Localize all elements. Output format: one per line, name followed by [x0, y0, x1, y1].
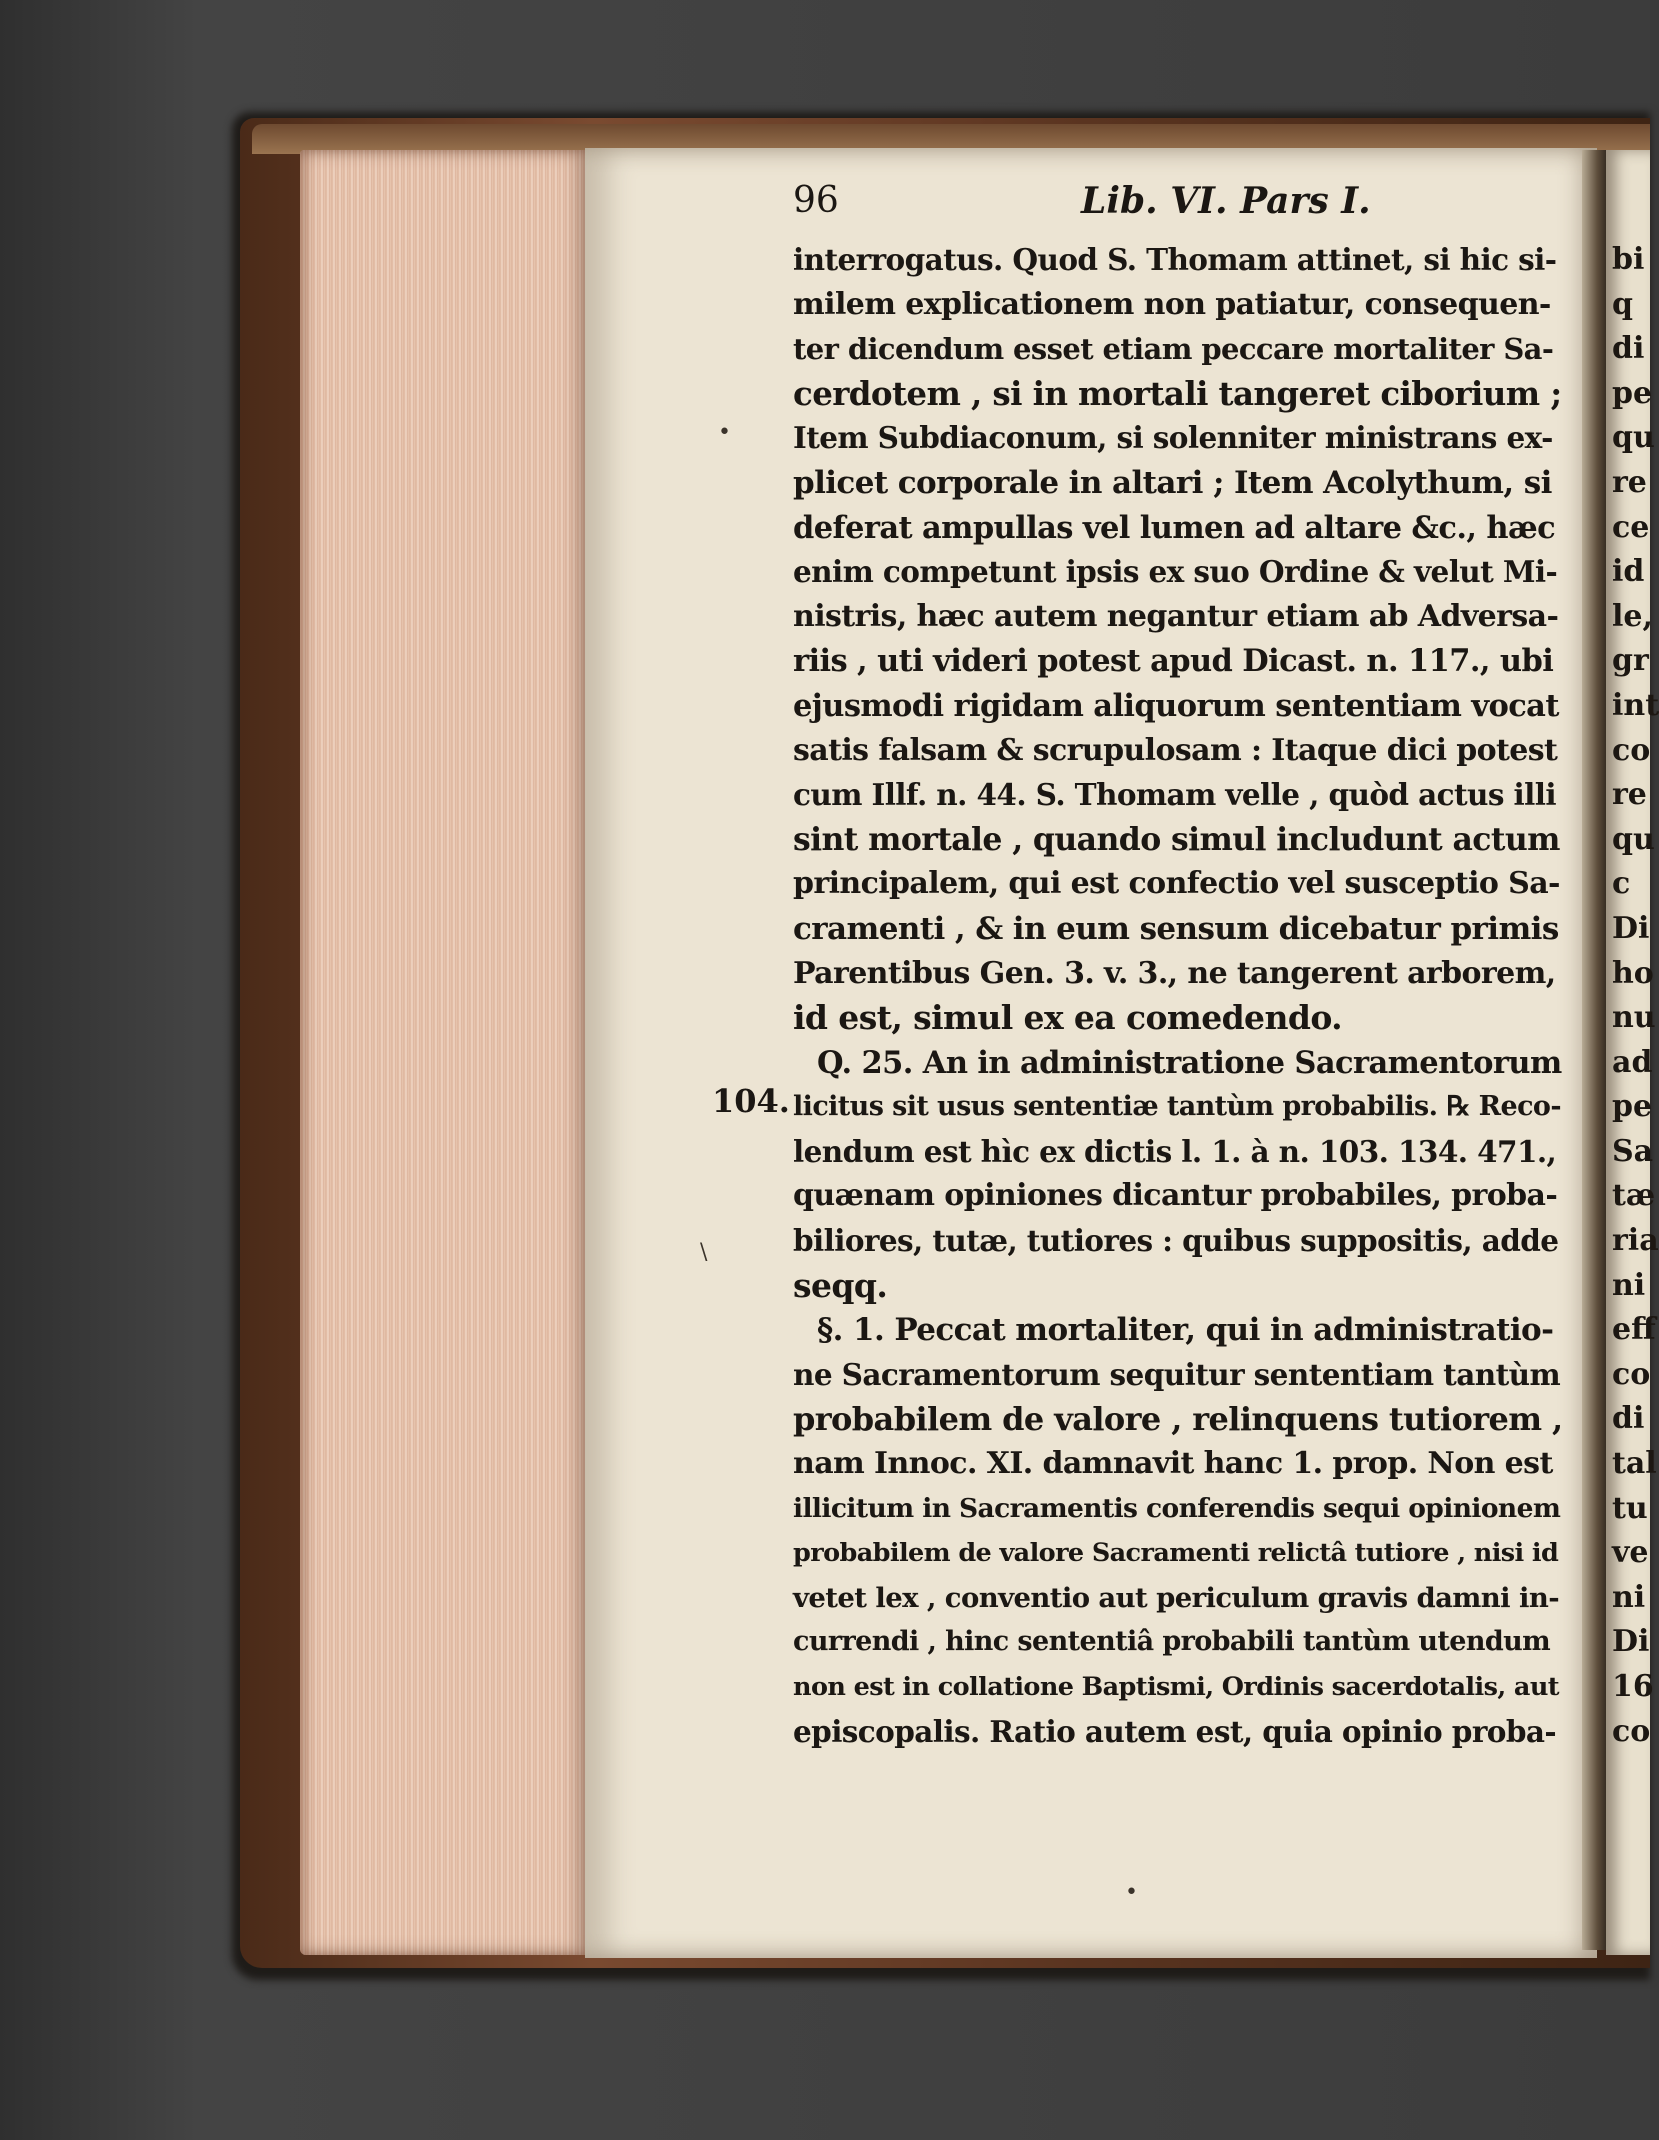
text-line: cramenti , & in eum sensum dicebatur primis: [793, 910, 1559, 947]
text-line: probabilem de valore Sacramenti relictâ tutiore , nisi id: [793, 1538, 1559, 1569]
facing-fragment: Di: [1612, 910, 1650, 946]
facing-fragment: pe: [1612, 375, 1653, 411]
facing-fragment: ni: [1612, 1267, 1646, 1303]
body-text: [793, 238, 1563, 1754]
facing-fragment: eff: [1612, 1312, 1656, 1348]
facing-fragment: ria: [1612, 1223, 1659, 1259]
page-number: 96: [793, 180, 839, 221]
facing-fragment: di: [1612, 331, 1645, 367]
margin-mark: •: [718, 420, 731, 445]
facing-fragment: qu: [1612, 821, 1655, 857]
text-line: Item Subdiaconum, si solenniter ministrans ex-: [793, 420, 1553, 456]
facing-fragment: di: [1612, 1401, 1645, 1437]
facing-fragment: pe: [1612, 1089, 1653, 1125]
facing-fragment: 16: [1612, 1669, 1654, 1704]
facing-fragment: bi: [1612, 242, 1645, 277]
facing-fragment: co: [1612, 1356, 1651, 1392]
page-header: [793, 180, 1563, 238]
text-line: milem explicationem non patiatur, consequen-: [793, 286, 1551, 322]
text-line: cerdotem , si in mortali tangeret ciborium ;: [793, 373, 1562, 413]
text-line: interrogatus. Quod S. Thomam attinet, si hic si-: [793, 242, 1557, 277]
text-line: enim competunt ipsis ex suo Ordine & velut Mi-: [793, 554, 1558, 590]
page-text-block: [793, 180, 1563, 1754]
text-line: id est, simul ex ea comedendo.: [793, 998, 1343, 1038]
text-line: satis falsam & scrupulosam : Itaque dici potest: [793, 732, 1558, 768]
text-line: ne Sacramentorum sequitur sententiam tantùm: [793, 1356, 1561, 1392]
text-line: non est in collatione Baptismi, Ordinis sacerdotalis, aut: [793, 1672, 1559, 1702]
facing-fragment: re: [1612, 777, 1647, 813]
text-line: currendi , hinc sententiâ probabili tantùm utendum: [793, 1626, 1551, 1658]
text-line: cum Illf. n. 44. S. Thomam velle , quòd actus illi: [793, 777, 1556, 813]
margin-mark: •: [1125, 1880, 1138, 1905]
facing-fragment: tal: [1612, 1446, 1657, 1482]
facing-fragment: Di: [1612, 1624, 1650, 1660]
text-line: Q. 25. An in administratione Sacramentorum: [817, 1044, 1562, 1081]
page-gutter: [1582, 150, 1608, 1950]
facing-fragment: co: [1612, 732, 1651, 768]
facing-fragment: int: [1612, 687, 1659, 723]
running-head: Lib. VI. Pars I.: [1081, 180, 1371, 222]
facing-fragment: re: [1612, 464, 1647, 500]
text-line: sint mortale , quando simul includunt actum: [793, 820, 1560, 858]
facing-fragment: ve: [1612, 1535, 1649, 1571]
text-line: nam Innoc. XI. damnavit hanc 1. prop. Non est: [793, 1446, 1553, 1482]
text-line: nistris, hæc autem negantur etiam ab Adversa-: [793, 598, 1559, 634]
facing-fragment: q: [1612, 286, 1633, 322]
facing-fragment: ni: [1612, 1579, 1646, 1615]
text-line: lendum est hìc ex dictis l. 1. à n. 103. 134. 471.,: [793, 1133, 1557, 1169]
text-line: ejusmodi rigidam aliquorum sententiam vocat: [793, 687, 1559, 724]
facing-fragment: le,: [1612, 598, 1653, 634]
text-line: deferat ampullas vel lumen ad altare &c., hæc: [793, 509, 1556, 546]
facing-fragment: gr: [1612, 643, 1649, 679]
text-line: biliores, tutæ, tutiores : quibus suppositis, adde: [793, 1223, 1559, 1259]
text-line: ter dicendum esset etiam peccare mortaliter Sa-: [793, 332, 1554, 367]
facing-fragment: tæ: [1612, 1178, 1656, 1214]
facing-fragment: qu: [1612, 420, 1655, 456]
margin-number: 104.: [712, 1082, 790, 1120]
facing-fragment: ce: [1612, 509, 1650, 545]
text-line: illicitum in Sacramentis conferendis sequi opinionem: [793, 1492, 1561, 1524]
facing-fragment: ho: [1612, 955, 1654, 991]
facing-fragment: ad: [1612, 1044, 1653, 1080]
text-line: episcopalis. Ratio autem est, quia opinio proba-: [793, 1713, 1557, 1749]
facing-fragment: co: [1612, 1713, 1651, 1749]
facing-fragment: Sa: [1612, 1133, 1654, 1169]
text-line: quænam opiniones dicantur probabiles, proba-: [793, 1178, 1558, 1214]
text-line: licitus sit usus sententiæ tantùm probabilis. ℞ Reco-: [793, 1091, 1561, 1123]
facing-fragment: c: [1612, 866, 1631, 902]
facing-fragment: tu: [1612, 1490, 1648, 1526]
text-line: seqq.: [793, 1265, 888, 1305]
text-line: probabilem de valore , relinquens tutiorem ,: [793, 1400, 1563, 1439]
facing-fragment: nu: [1612, 1000, 1656, 1036]
text-line: vetet lex , conventio aut periculum gravis damni in-: [793, 1581, 1560, 1614]
page-block-edge: [300, 150, 590, 1955]
facing-page-fragments: [1612, 238, 1659, 1754]
text-line: plicet corporale in altari ; Item Acolythum, si: [793, 464, 1552, 501]
text-line: principalem, qui est confectio vel susceptio Sa-: [793, 866, 1560, 902]
text-line: Parentibus Gen. 3. v. 3., ne tangerent arborem,: [793, 955, 1556, 991]
text-line: §. 1. Peccat mortaliter, qui in administratio-: [817, 1312, 1554, 1349]
facing-fragment: id: [1612, 554, 1645, 590]
text-line: riis , uti videri potest apud Dicast. n. 117., ubi: [793, 643, 1554, 680]
margin-mark: \: [700, 1240, 708, 1265]
